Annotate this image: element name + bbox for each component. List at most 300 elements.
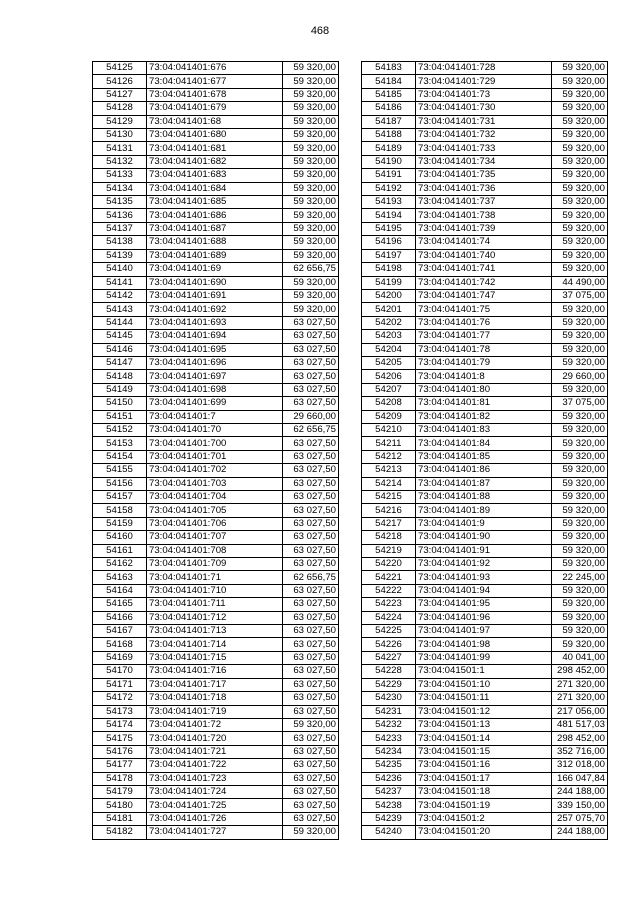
row-number-cell: 54200 (362, 289, 416, 302)
cadastral-number-cell: 73:04:041401:83 (416, 423, 552, 436)
cadastral-number-cell: 73:04:041401:737 (416, 196, 552, 209)
value-cell: 63 027,50 (283, 785, 339, 798)
table-row (362, 330, 608, 343)
cadastral-number-cell: 73:04:041401:747 (416, 289, 552, 302)
table-row (93, 477, 339, 490)
row-number-cell: 54220 (362, 558, 416, 571)
row-number-cell: 54195 (362, 222, 416, 235)
cadastral-number-cell: 73:04:041401:705 (147, 504, 283, 517)
table-row (93, 370, 339, 383)
table-row (93, 718, 339, 731)
table-row (362, 491, 608, 504)
cadastral-number-cell: 73:04:041401:72 (147, 718, 283, 731)
table-row (93, 584, 339, 597)
value-cell: 62 656,75 (283, 263, 339, 276)
cadastral-number-cell: 73:04:041501:13 (416, 718, 552, 731)
value-cell: 63 027,50 (283, 651, 339, 664)
table-row (362, 289, 608, 302)
value-cell: 63 027,50 (283, 558, 339, 571)
row-number-cell: 54175 (93, 732, 147, 745)
cadastral-number-cell: 73:04:041401:684 (147, 182, 283, 195)
row-number-cell: 54129 (93, 115, 147, 128)
cadastral-number-cell: 73:04:041401:728 (416, 62, 552, 75)
row-number-cell: 54141 (93, 276, 147, 289)
row-number-cell: 54187 (362, 115, 416, 128)
row-number-cell: 54190 (362, 155, 416, 168)
row-number-cell: 54223 (362, 598, 416, 611)
cadastral-number-cell: 73:04:041401:677 (147, 75, 283, 88)
value-cell: 59 320,00 (552, 263, 608, 276)
row-number-cell: 54136 (93, 209, 147, 222)
value-cell: 59 320,00 (552, 477, 608, 490)
table-row (93, 182, 339, 195)
value-cell: 59 320,00 (552, 517, 608, 530)
table-row (93, 678, 339, 691)
cadastral-number-cell: 73:04:041401:96 (416, 611, 552, 624)
cadastral-number-cell: 73:04:041401:690 (147, 276, 283, 289)
row-number-cell: 54158 (93, 504, 147, 517)
cadastral-number-cell: 73:04:041401:711 (147, 598, 283, 611)
table-row (93, 222, 339, 235)
table-row (93, 759, 339, 772)
value-cell: 59 320,00 (552, 437, 608, 450)
row-number-cell: 54161 (93, 544, 147, 557)
cadastral-number-cell: 73:04:041401:94 (416, 584, 552, 597)
cadastral-number-cell: 73:04:041401:69 (147, 263, 283, 276)
row-number-cell: 54228 (362, 665, 416, 678)
row-number-cell: 54205 (362, 356, 416, 369)
row-number-cell: 54139 (93, 249, 147, 262)
cadastral-number-cell: 73:04:041401:88 (416, 491, 552, 504)
table-row (362, 249, 608, 262)
value-cell: 59 320,00 (283, 249, 339, 262)
table-row (362, 464, 608, 477)
cadastral-number-cell: 73:04:041401:84 (416, 437, 552, 450)
table-row (93, 437, 339, 450)
value-cell: 59 320,00 (552, 383, 608, 396)
table-row (362, 759, 608, 772)
cadastral-number-cell: 73:04:041401:712 (147, 611, 283, 624)
row-number-cell: 54236 (362, 772, 416, 785)
cadastral-number-cell: 73:04:041401:731 (416, 115, 552, 128)
row-number-cell: 54217 (362, 517, 416, 530)
table-row (93, 517, 339, 530)
value-cell: 298 452,00 (552, 732, 608, 745)
table-row (362, 115, 608, 128)
table-row (93, 343, 339, 356)
table-row (93, 142, 339, 155)
value-cell: 63 027,50 (283, 544, 339, 557)
table-row (93, 62, 339, 75)
value-cell: 352 716,00 (552, 745, 608, 758)
row-number-cell: 54207 (362, 383, 416, 396)
table-row (93, 410, 339, 423)
row-number-cell: 54186 (362, 102, 416, 115)
table-row (93, 196, 339, 209)
value-cell: 59 320,00 (552, 222, 608, 235)
cadastral-number-cell: 73:04:041501:2 (416, 812, 552, 825)
cadastral-number-cell: 73:04:041501:20 (416, 826, 552, 839)
row-number-cell: 54131 (93, 142, 147, 155)
value-cell: 63 027,50 (283, 745, 339, 758)
value-cell: 59 320,00 (552, 343, 608, 356)
row-number-cell: 54180 (93, 799, 147, 812)
row-number-cell: 54206 (362, 370, 416, 383)
row-number-cell: 54191 (362, 169, 416, 182)
row-number-cell: 54202 (362, 316, 416, 329)
value-cell: 59 320,00 (283, 155, 339, 168)
cadastral-number-cell: 73:04:041401:92 (416, 558, 552, 571)
row-number-cell: 54159 (93, 517, 147, 530)
value-cell: 59 320,00 (283, 129, 339, 142)
cadastral-number-cell: 73:04:041501:14 (416, 732, 552, 745)
row-number-cell: 54209 (362, 410, 416, 423)
value-cell: 59 320,00 (283, 88, 339, 101)
row-number-cell: 54153 (93, 437, 147, 450)
table-row (93, 129, 339, 142)
cadastral-number-cell: 73:04:041401:695 (147, 343, 283, 356)
table-row (362, 383, 608, 396)
table-row (362, 169, 608, 182)
value-cell: 63 027,50 (283, 665, 339, 678)
row-number-cell: 54172 (93, 692, 147, 705)
cadastral-number-cell: 73:04:041401:700 (147, 437, 283, 450)
value-cell: 63 027,50 (283, 625, 339, 638)
row-number-cell: 54193 (362, 196, 416, 209)
cadastral-number-cell: 73:04:041501:19 (416, 799, 552, 812)
table-row (93, 544, 339, 557)
value-cell: 59 320,00 (552, 75, 608, 88)
row-number-cell: 54146 (93, 343, 147, 356)
cadastral-number-cell: 73:04:041401:93 (416, 571, 552, 584)
table-row (93, 812, 339, 825)
row-number-cell: 54224 (362, 611, 416, 624)
row-number-cell: 54163 (93, 571, 147, 584)
row-number-cell: 54126 (93, 75, 147, 88)
value-cell: 59 320,00 (283, 289, 339, 302)
row-number-cell: 54239 (362, 812, 416, 825)
value-cell: 59 320,00 (552, 464, 608, 477)
cadastral-number-cell: 73:04:041401:691 (147, 289, 283, 302)
row-number-cell: 54165 (93, 598, 147, 611)
value-cell: 63 027,50 (283, 638, 339, 651)
table-row (362, 651, 608, 664)
row-number-cell: 54226 (362, 638, 416, 651)
table-row (93, 115, 339, 128)
value-cell: 63 027,50 (283, 491, 339, 504)
row-number-cell: 54133 (93, 169, 147, 182)
cadastral-number-cell: 73:04:041401:740 (416, 249, 552, 262)
value-cell: 339 150,00 (552, 799, 608, 812)
value-cell: 63 027,50 (283, 759, 339, 772)
row-number-cell: 54212 (362, 450, 416, 463)
table-row (93, 289, 339, 302)
table-row (362, 799, 608, 812)
row-number-cell: 54140 (93, 263, 147, 276)
table-row (362, 303, 608, 316)
table-row (362, 88, 608, 101)
table-row (93, 638, 339, 651)
table-row (362, 692, 608, 705)
row-number-cell: 54125 (93, 62, 147, 75)
value-cell: 63 027,50 (283, 598, 339, 611)
cadastral-number-cell: 73:04:041401:689 (147, 249, 283, 262)
row-number-cell: 54216 (362, 504, 416, 517)
table-row (362, 437, 608, 450)
row-number-cell: 54147 (93, 356, 147, 369)
cadastral-number-cell: 73:04:041401:75 (416, 303, 552, 316)
value-cell: 63 027,50 (283, 464, 339, 477)
value-cell: 59 320,00 (283, 75, 339, 88)
cadastral-number-cell: 73:04:041401:683 (147, 169, 283, 182)
table-row (93, 356, 339, 369)
value-cell: 59 320,00 (283, 826, 339, 839)
row-number-cell: 54154 (93, 450, 147, 463)
value-cell: 166 047,84 (552, 772, 608, 785)
value-cell: 271 320,00 (552, 678, 608, 691)
cadastral-number-cell: 73:04:041401:687 (147, 222, 283, 235)
cadastral-number-cell: 73:04:041401:739 (416, 222, 552, 235)
cadastral-number-cell: 73:04:041401:73 (416, 88, 552, 101)
cadastral-number-cell: 73:04:041401:82 (416, 410, 552, 423)
table-row (362, 544, 608, 557)
value-cell: 59 320,00 (552, 303, 608, 316)
table-row (362, 772, 608, 785)
cadastral-number-cell: 73:04:041501:18 (416, 785, 552, 798)
value-cell: 217 056,00 (552, 705, 608, 718)
row-number-cell: 54132 (93, 155, 147, 168)
table-row (362, 625, 608, 638)
row-number-cell: 54151 (93, 410, 147, 423)
cadastral-number-cell: 73:04:041501:15 (416, 745, 552, 758)
value-cell: 59 320,00 (283, 209, 339, 222)
cadastral-number-cell: 73:04:041401:734 (416, 155, 552, 168)
cadastral-number-cell: 73:04:041401:726 (147, 812, 283, 825)
table-row (362, 75, 608, 88)
table-row (93, 611, 339, 624)
value-cell: 59 320,00 (283, 303, 339, 316)
value-cell: 29 660,00 (552, 370, 608, 383)
cadastral-number-cell: 73:04:041401:701 (147, 450, 283, 463)
value-cell: 59 320,00 (552, 316, 608, 329)
row-number-cell: 54160 (93, 531, 147, 544)
row-number-cell: 54237 (362, 785, 416, 798)
table-row (362, 785, 608, 798)
table-row (362, 571, 608, 584)
row-number-cell: 54210 (362, 423, 416, 436)
table-row (362, 812, 608, 825)
value-cell: 63 027,50 (283, 397, 339, 410)
table-row (362, 558, 608, 571)
table-row (93, 75, 339, 88)
value-cell: 63 027,50 (283, 584, 339, 597)
table-row (93, 665, 339, 678)
value-cell: 22 245,00 (552, 571, 608, 584)
cadastral-number-cell: 73:04:041401:98 (416, 638, 552, 651)
row-number-cell: 54232 (362, 718, 416, 731)
row-number-cell: 54167 (93, 625, 147, 638)
cadastral-number-cell: 73:04:041401:685 (147, 196, 283, 209)
row-number-cell: 54179 (93, 785, 147, 798)
table-row (93, 450, 339, 463)
row-number-cell: 54196 (362, 236, 416, 249)
value-cell: 63 027,50 (283, 370, 339, 383)
row-number-cell: 54148 (93, 370, 147, 383)
table-row (362, 209, 608, 222)
cadastral-number-cell: 73:04:041401:721 (147, 745, 283, 758)
registry-table-right (361, 61, 608, 840)
cadastral-number-cell: 73:04:041401:738 (416, 209, 552, 222)
row-number-cell: 54157 (93, 491, 147, 504)
row-number-cell: 54170 (93, 665, 147, 678)
value-cell: 59 320,00 (283, 142, 339, 155)
cadastral-number-cell: 73:04:041401:680 (147, 129, 283, 142)
value-cell: 63 027,50 (283, 531, 339, 544)
cadastral-number-cell: 73:04:041401:723 (147, 772, 283, 785)
cadastral-number-cell: 73:04:041401:741 (416, 263, 552, 276)
cadastral-number-cell: 73:04:041401:733 (416, 142, 552, 155)
cadastral-number-cell: 73:04:041401:74 (416, 236, 552, 249)
cadastral-number-cell: 73:04:041401:706 (147, 517, 283, 530)
cadastral-number-cell: 73:04:041401:727 (147, 826, 283, 839)
cadastral-number-cell: 73:04:041401:686 (147, 209, 283, 222)
cadastral-number-cell: 73:04:041401:7 (147, 410, 283, 423)
table-row (362, 343, 608, 356)
table-row (362, 504, 608, 517)
row-number-cell: 54128 (93, 102, 147, 115)
cadastral-number-cell: 73:04:041401:678 (147, 88, 283, 101)
cadastral-number-cell: 73:04:041501:17 (416, 772, 552, 785)
cadastral-number-cell: 73:04:041401:77 (416, 330, 552, 343)
value-cell: 59 320,00 (283, 62, 339, 75)
table-row (93, 504, 339, 517)
row-number-cell: 54211 (362, 437, 416, 450)
cadastral-number-cell: 73:04:041401:681 (147, 142, 283, 155)
row-number-cell: 54166 (93, 611, 147, 624)
value-cell: 59 320,00 (552, 169, 608, 182)
cadastral-number-cell: 73:04:041401:693 (147, 316, 283, 329)
value-cell: 63 027,50 (283, 504, 339, 517)
row-number-cell: 54199 (362, 276, 416, 289)
cadastral-number-cell: 73:04:041401:97 (416, 625, 552, 638)
table-row (362, 450, 608, 463)
cadastral-number-cell: 73:04:041401:708 (147, 544, 283, 557)
cadastral-number-cell: 73:04:041401:718 (147, 692, 283, 705)
value-cell: 63 027,50 (283, 732, 339, 745)
cadastral-number-cell: 73:04:041401:704 (147, 491, 283, 504)
cadastral-number-cell: 73:04:041401:676 (147, 62, 283, 75)
table-row (93, 383, 339, 396)
row-number-cell: 54145 (93, 330, 147, 343)
table-row (362, 222, 608, 235)
value-cell: 40 041,00 (552, 651, 608, 664)
table-row (93, 330, 339, 343)
value-cell: 244 188,00 (552, 826, 608, 839)
value-cell: 59 320,00 (552, 504, 608, 517)
table-row (362, 102, 608, 115)
value-cell: 59 320,00 (552, 450, 608, 463)
cadastral-number-cell: 73:04:041401:90 (416, 531, 552, 544)
value-cell: 298 452,00 (552, 665, 608, 678)
value-cell: 63 027,50 (283, 692, 339, 705)
row-number-cell: 54169 (93, 651, 147, 664)
row-number-cell: 54144 (93, 316, 147, 329)
row-number-cell: 54233 (362, 732, 416, 745)
table-row (362, 611, 608, 624)
row-number-cell: 54214 (362, 477, 416, 490)
cadastral-number-cell: 73:04:041401:692 (147, 303, 283, 316)
table-row (93, 625, 339, 638)
value-cell: 59 320,00 (283, 169, 339, 182)
cadastral-number-cell: 73:04:041401:725 (147, 799, 283, 812)
value-cell: 59 320,00 (283, 222, 339, 235)
table-row (362, 638, 608, 651)
cadastral-number-cell: 73:04:041401:87 (416, 477, 552, 490)
value-cell: 59 320,00 (552, 356, 608, 369)
table-row (362, 410, 608, 423)
row-number-cell: 54156 (93, 477, 147, 490)
row-number-cell: 54143 (93, 303, 147, 316)
value-cell: 63 027,50 (283, 316, 339, 329)
value-cell: 59 320,00 (552, 196, 608, 209)
row-number-cell: 54127 (93, 88, 147, 101)
value-cell: 59 320,00 (283, 102, 339, 115)
row-number-cell: 54155 (93, 464, 147, 477)
cadastral-number-cell: 73:04:041401:696 (147, 356, 283, 369)
cadastral-number-cell: 73:04:041401:707 (147, 531, 283, 544)
value-cell: 59 320,00 (552, 558, 608, 571)
cadastral-number-cell: 73:04:041401:724 (147, 785, 283, 798)
row-number-cell: 54137 (93, 222, 147, 235)
row-number-cell: 54225 (362, 625, 416, 638)
table-row (362, 517, 608, 530)
cadastral-number-cell: 73:04:041501:12 (416, 705, 552, 718)
cadastral-number-cell: 73:04:041401:729 (416, 75, 552, 88)
row-number-cell: 54168 (93, 638, 147, 651)
table-row (362, 584, 608, 597)
row-number-cell: 54213 (362, 464, 416, 477)
table-row (93, 826, 339, 839)
value-cell: 63 027,50 (283, 477, 339, 490)
value-cell: 63 027,50 (283, 330, 339, 343)
row-number-cell: 54162 (93, 558, 147, 571)
value-cell: 59 320,00 (552, 611, 608, 624)
table-row (362, 718, 608, 731)
cadastral-number-cell: 73:04:041401:715 (147, 651, 283, 664)
table-row (362, 531, 608, 544)
value-cell: 59 320,00 (552, 423, 608, 436)
row-number-cell: 54189 (362, 142, 416, 155)
table-row (93, 276, 339, 289)
table-row (93, 772, 339, 785)
cadastral-number-cell: 73:04:041401:9 (416, 517, 552, 530)
value-cell: 59 320,00 (552, 182, 608, 195)
row-number-cell: 54188 (362, 129, 416, 142)
value-cell: 63 027,50 (283, 705, 339, 718)
row-number-cell: 54203 (362, 330, 416, 343)
table-row (93, 316, 339, 329)
value-cell: 62 656,75 (283, 423, 339, 436)
value-cell: 59 320,00 (283, 115, 339, 128)
value-cell: 59 320,00 (552, 142, 608, 155)
value-cell: 63 027,50 (283, 383, 339, 396)
row-number-cell: 54173 (93, 705, 147, 718)
cadastral-number-cell: 73:04:041401:722 (147, 759, 283, 772)
value-cell: 63 027,50 (283, 343, 339, 356)
table-row (362, 678, 608, 691)
cadastral-number-cell: 73:04:041401:709 (147, 558, 283, 571)
page-number: 468 (310, 25, 330, 37)
